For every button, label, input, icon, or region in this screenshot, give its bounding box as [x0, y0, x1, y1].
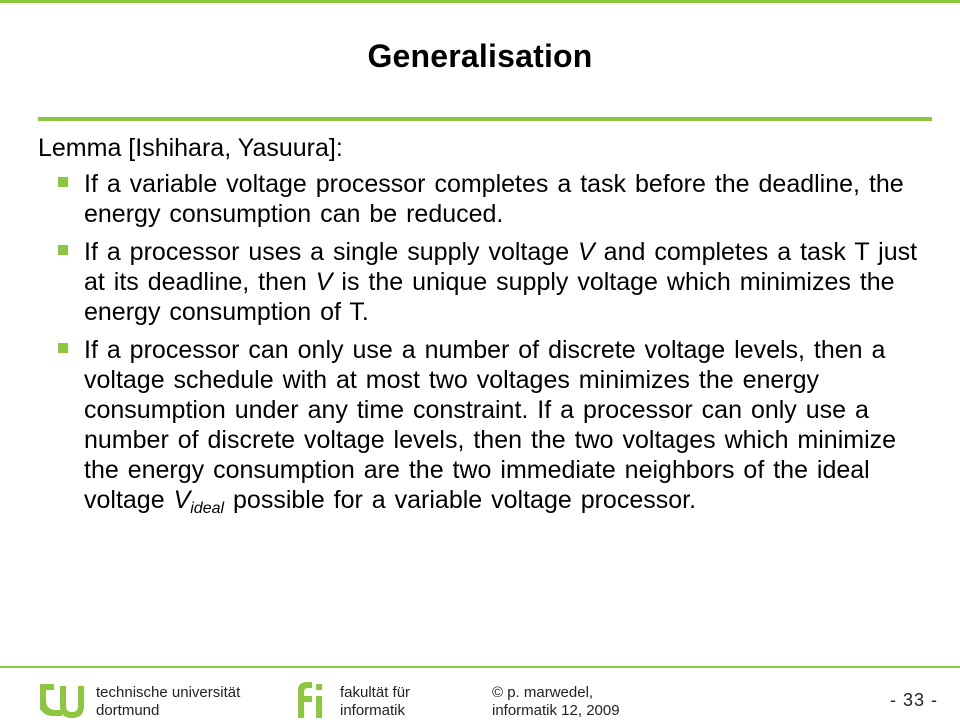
slide-title: Generalisation: [367, 38, 593, 74]
bullet-item: [38, 169, 930, 229]
page-number: - 33 -: [889, 690, 938, 710]
bullet-text: possible for a variable voltage processor.: [224, 486, 697, 514]
variable-v: V: [578, 238, 595, 266]
square-bullet-icon: [58, 343, 68, 353]
faculty-name: fakultät für informatik: [340, 684, 411, 719]
variable-v: V: [173, 486, 191, 514]
fi-logo-icon: [290, 680, 330, 718]
bullet-item: [38, 237, 930, 327]
lemma-heading: Lemma [Ishihara, Yasuura]:: [38, 134, 343, 162]
bullet-text: If a processor can only use a number of discrete voltage levels, then a voltage schedule with at most two voltages minimizes the energy consumption under any time constraint. If a processor can only use a number of discrete voltage levels, then the two voltages which minimize the energy consumption are the two immediate neighbors of the ideal voltage: [84, 336, 897, 514]
tu-logo-icon: [40, 680, 88, 718]
top-accent-rule: [0, 0, 960, 3]
square-bullet-icon: [58, 177, 68, 187]
bullet-item: [38, 335, 930, 524]
bullet-list: [38, 169, 930, 524]
bullet-text: is the unique supply voltage which minimizes the energy consumption of T.: [84, 268, 895, 326]
bullet-text: If a variable voltage processor completes a task before the deadline, the energy consumption can be reduced.: [84, 170, 904, 228]
bullet-text: If a processor uses a single supply voltage: [84, 238, 579, 266]
title-divider: [38, 117, 932, 121]
footer-divider: [0, 666, 960, 668]
square-bullet-icon: [58, 245, 68, 255]
subscript-ideal: ideal: [190, 500, 225, 517]
bullet-text: and completes a task T just at its deadline, then: [84, 238, 918, 296]
slide-content: [38, 133, 930, 532]
university-name: technische universität dortmund: [96, 684, 241, 719]
copyright-notice: © p. marwedel, informatik 12, 2009: [492, 684, 620, 719]
variable-v: V: [315, 268, 333, 296]
